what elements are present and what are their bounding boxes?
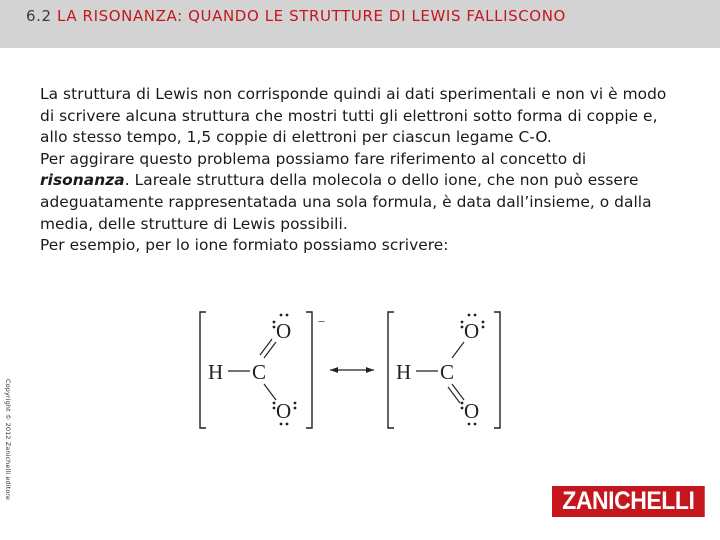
paragraph-resonance — [40, 149, 670, 235]
paragraph-resonance-rest: . Lareale struttura della molecola o dello ione, che non può essere adeguatamente rappresentatada una sola formula, è data dall’insieme, o dalla media, delle strutture di Lewis possibili. — [40, 171, 652, 233]
copyright-notice: Copyright © 2012 Zanichelli editore — [4, 379, 12, 501]
paragraph-resonance-lead: Per aggirare questo problema possiamo fare riferimento al concetto di — [40, 149, 587, 168]
left-formate-structure — [208, 314, 296, 426]
zanichelli-logo: ZANICHELLI — [552, 486, 705, 517]
formate-resonance-diagram — [190, 300, 510, 435]
right-top-oxygen-atom: O — [464, 319, 480, 343]
left-top-oxygen-atom: O — [276, 319, 292, 343]
negative-charge-sign: − — [318, 314, 326, 329]
section-title: LA RISONANZA: QUANDO LE STRUTTURE DI LEWIS FALLISCONO — [51, 7, 566, 25]
right-formate-structure — [396, 314, 484, 426]
title-bar — [0, 0, 720, 48]
left-hydrogen-atom: H — [208, 360, 224, 384]
paragraph-example: Per esempio, per lo ione formiato possiamo scrivere: — [40, 236, 449, 255]
resonance-term: risonanza — [40, 171, 125, 190]
right-carbon-atom: C — [440, 360, 455, 384]
slide-title — [26, 6, 566, 26]
resonance-arrow — [330, 367, 374, 373]
right-bottom-oxygen-atom: O — [464, 399, 480, 423]
paragraph-lewis-mismatch: La struttura di Lewis non corrisponde quindi ai dati sperimentali e non vi è modo di scrivere alcuna struttura che mostri tutti gli elettroni sotto forma di coppie e, allo stesso tempo, 1,5 coppie di elettroni per ciascun legame C-O. — [40, 85, 667, 147]
slide-body — [40, 84, 670, 257]
left-bottom-oxygen-atom: O — [276, 399, 292, 423]
left-carbon-atom: C — [252, 360, 267, 384]
right-hydrogen-atom: H — [396, 360, 412, 384]
section-number: 6.2 — [26, 7, 52, 25]
